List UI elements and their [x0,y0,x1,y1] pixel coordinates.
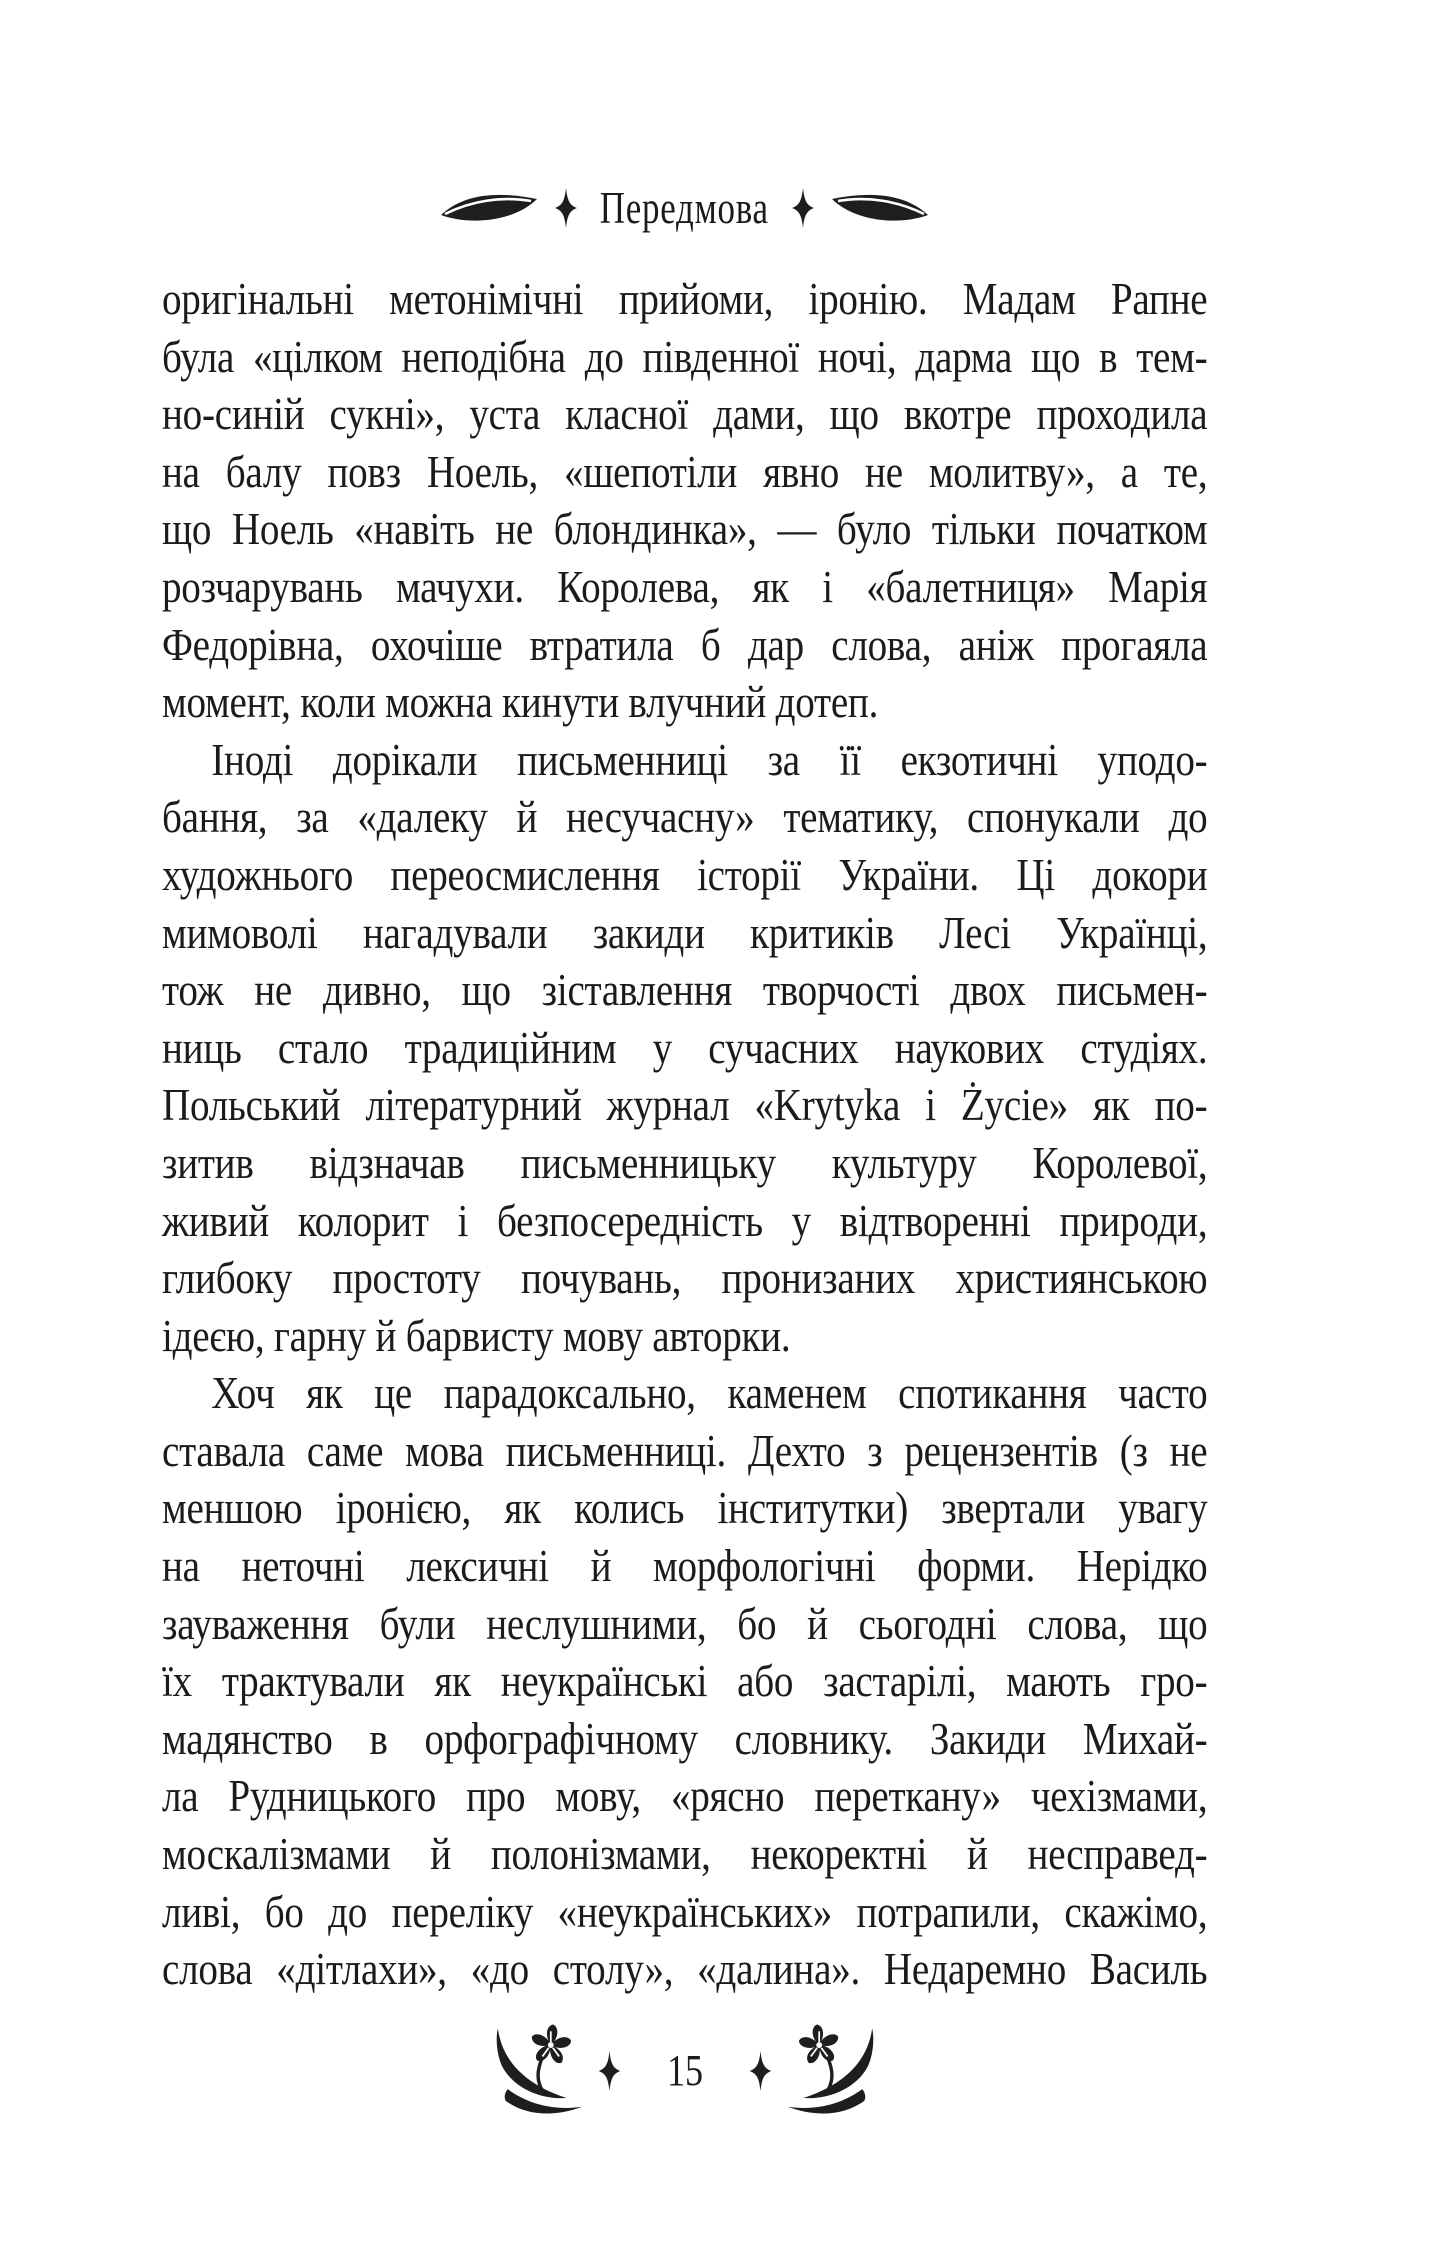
text-line: розчарувань мачухи. Королева, як і «балетниця» Марія [162,560,1208,612]
text-line: но-синій сукні», уста класної дами, що вкотре проходила [162,388,1208,440]
flower-left-icon [492,2024,590,2118]
text-line: живий колорит і безпосередність у відтворенні природи, [162,1194,1208,1246]
text-line: бання, за «далеку й несучасну» тематику, спонукали до [162,791,1208,843]
flower-right-icon [780,2024,878,2118]
text-line: що Ноель «навіть не блондинка», — було тільки початком [162,503,1208,555]
text-line: ідеєю, гарну й барвисту мову авторки. [162,1309,791,1361]
text-line: зауваження були неслушними, бо й сьогодні слова, що [162,1597,1208,1649]
sparkle-diamond-icon [792,187,814,229]
text-line: художнього переосмислення історії України. Ці докори [162,848,1208,900]
text-line: Федорівна, охочіше втратила б дар слова, аніж прогаяла [162,618,1208,670]
sparkle-diamond-icon [555,187,577,229]
leaf-left-icon [439,189,539,227]
text-line: мимоволі нагадували закиди критиків Лесі Українці, [162,906,1208,958]
text-line: ливі, бо до переліку «неукраїнських» потрапили, скажімо, [162,1885,1208,1937]
page-header [162,176,1207,240]
text-line: Хоч як це парадоксально, каменем спотикання часто [211,1367,1208,1419]
page-number: 15 [666,2046,703,2095]
text-line: слова «дітлахи», «до столу», «далина». Недаремно Василь [162,1943,1208,1995]
text-line: їх трактували як неукраїнські або застарілі, мають гро- [162,1655,1208,1707]
text-line: зитив відзначав письменницьку культуру Королевої, [162,1136,1208,1188]
text-line: ла Рудницького про мову, «рясно переткану» чехізмами, [162,1770,1208,1822]
text-line: момент, коли можна кинути влучний дотеп. [162,676,879,728]
text-line: оригінальні метонімічні прийоми, іронію. Мадам Рапне [162,273,1208,324]
text-line: меншою іронією, як колись інститутки) звертали увагу [162,1482,1208,1534]
text-line: тож не дивно, що зіставлення творчості двох письмен- [162,964,1208,1016]
leaf-right-icon [830,189,930,227]
text-line: мадянство в орфографічному словнику. Закиди Михай- [162,1712,1208,1764]
page-footer [162,2016,1207,2126]
body-text [162,270,1392,1998]
text-line: ставала саме мова письменниці. Дехто з рецензентів (з не [162,1424,1208,1476]
page-title: Передмова [599,182,770,233]
text-line: на неточні лексичні й морфологічні форми. Нерідко [162,1540,1208,1592]
text-line: москалізмами й полонізмами, некоректні й несправед- [162,1828,1208,1880]
text-line: ниць стало традиційним у сучасних наукових студіях. [162,1021,1208,1073]
text-line: глибоку простоту почувань, пронизаних християнською [162,1252,1208,1304]
sparkle-diamond-icon [747,2051,774,2091]
text-line: на балу повз Ноель, «шепотіли явно не молитву», а те, [162,445,1208,497]
text-line: була «цілком неподібна до південної ночі, дарма що в тем- [162,330,1208,382]
sparkle-diamond-icon [596,2051,623,2091]
text-line: Польський літературний журнал «Krytyka i Życie» як по- [162,1079,1208,1131]
text-line: Іноді дорікали письменниці за її екзотичні уподо- [211,733,1208,785]
